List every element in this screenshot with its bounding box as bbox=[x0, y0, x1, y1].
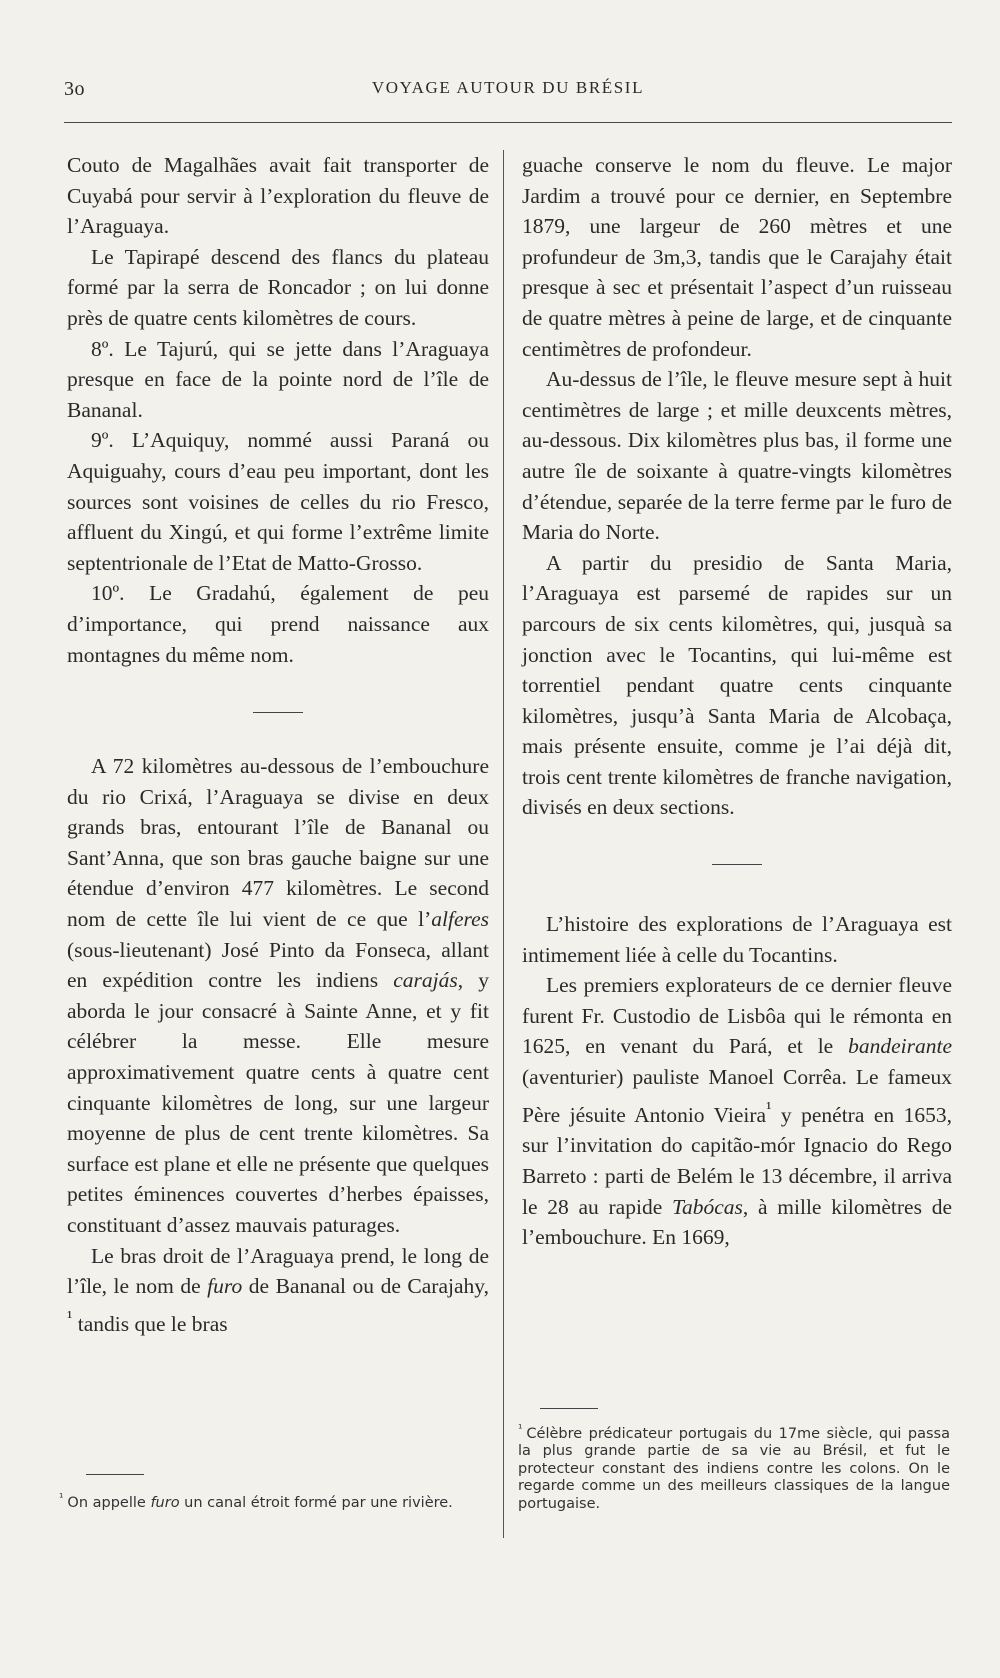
paragraph bbox=[522, 970, 952, 1253]
paragraph: Au-dessus de l’île, le fleuve mesure sept à huit centimètres de large ; et mille deuxcents mètres, au-dessous. Dix kilomètres plus bas, il forme une autre île de soixante à quatre-vingts kilomètres d’étendue, separée de la terre ferme par le furo de Maria do Norte. bbox=[522, 367, 952, 545]
paragraph: Le Tapirapé descend des flancs du plateau formé par la serra de Roncador ; on lui donne près de quatre cents kilomètres de cours. bbox=[67, 244, 489, 330]
running-title: VOYAGE AUTOUR DU BRÉSIL bbox=[371, 78, 645, 97]
paragraph: Couto de Magalhães avait fait transporter de Cuyabá pour servir à l’exploration du fleuve de l’Araguaya. bbox=[67, 153, 489, 239]
italic-term: furo bbox=[150, 1494, 180, 1511]
text-run: A 72 kilomètres au-dessous de l’embouchure du rio Crixá, l’Araguaya se divise en deux grands bras, entourant l’île de Bananal ou Sant’Anna, que son bras gauche baigne sur une étendue d’environ 477 kilomètres. Le second nom de cette île lui vient de ce que l’ bbox=[67, 754, 489, 932]
text-run: tandis que le bras bbox=[72, 1311, 228, 1336]
paragraph bbox=[67, 751, 489, 1241]
footnote-left bbox=[59, 1489, 491, 1512]
paragraph: L’histoire des explorations de l’Araguaya est intimement liée à celle du Tocantins. bbox=[522, 912, 952, 967]
italic-term: bandeirante bbox=[848, 1034, 952, 1059]
page-number: 3o bbox=[64, 78, 85, 100]
paragraph: 9º. L’Aquiquy, nommé aussi Paraná ou Aquiguahy, cours d’eau peu important, dont les sources sont voisines de celles du rio Fresco, affluent du Xingú, et qui forme l’extrême limite septentrionale de l’Etat de Matto-Grosso. bbox=[67, 428, 489, 575]
footnote-marker: ¹ bbox=[59, 1491, 64, 1504]
text-run: (sous-lieutenant) José Pinto da Fonseca, allant en expédition contre les indiens bbox=[67, 937, 489, 993]
italic-term: Tabócas bbox=[671, 1194, 743, 1219]
italic-term: alferes bbox=[431, 907, 489, 932]
section-separator bbox=[712, 864, 762, 865]
text-run: Les premiers explorateurs de ce dernier fleuve furent Fr. Custodio de Lisbôa qui le rémonta en 1625, en venant du Pará, et le bbox=[522, 973, 952, 1059]
footnote-rule bbox=[540, 1408, 598, 1409]
italic-term: furo bbox=[207, 1274, 243, 1299]
footnote-reference[interactable]: ¹ bbox=[766, 1097, 772, 1118]
footnote-reference[interactable]: ¹ bbox=[67, 1306, 73, 1327]
italic-term: carajás bbox=[393, 968, 458, 993]
page-header bbox=[64, 78, 952, 108]
footnote-rule bbox=[86, 1474, 144, 1475]
text-run: , à mille kilomètres de l’embouchure. En 1669, bbox=[522, 1194, 952, 1250]
paragraph: 10º. Le Gradahú, également de peu d’importance, qui prend naissance aux montagnes du même nom. bbox=[67, 581, 489, 667]
text-run: y penétra en 1653, sur l’invitation do capitão-mór Ignacio do Rego Barreto : parti de Belém le 13 décembre, il arriva le 28 au rapide bbox=[522, 1102, 952, 1219]
header-rule bbox=[64, 122, 952, 123]
footnote-text: Célèbre prédicateur portugais du 17me siècle, qui passa la plus grande partie de sa vie au Brésil, et fut le protecteur constant des indiens contre les colons. On le regarde comme un des meilleurs classiques de la langue portugaise. bbox=[518, 1425, 950, 1512]
text-run: , y aborda le jour consacré à Sainte Anne, et y fit célébrer la messe. Elle mesure approximativement quatre cents à quatre cent cinquante kilomètres de long, sur une largeur moyenne de plus de cent trente kilomètres. Sa surface est plane et elle ne présente que quelques petites éminences couvertes d’herbes épaisses, constituant d’assez mauvais paturages. bbox=[67, 968, 489, 1237]
paragraph: A partir du presidio de Santa Maria, l’Araguaya est parsemé de rapides sur un parcours de six cents kilomètres, qui, jusquà sa jonction avec le Tocantins, qui lui-même est torrentiel pendant quatre cents cinquante kilomètres, jusqu’à Santa Maria de Alcobaça, mais présente ensuite, comme je l’ai déjà dit, trois cent trente kilomètres de franche navigation, divisés en deux sections. bbox=[522, 550, 952, 820]
footnote-right bbox=[518, 1420, 950, 1513]
text-run: (aventurier) pauliste Manoel Corrêa. Le fameux Père jésuite Antonio Vieira bbox=[522, 1065, 952, 1127]
paragraph bbox=[67, 1241, 489, 1340]
paragraph: 8º. Le Tajurú, qui se jette dans l’Araguaya presque en face de la pointe nord de l’île de Bananal. bbox=[67, 336, 489, 422]
text-run: Le bras droit de l’Araguaya prend, le long de l’île, le nom de bbox=[67, 1243, 489, 1299]
footnote-marker: ¹ bbox=[518, 1422, 523, 1435]
section-separator bbox=[253, 712, 303, 713]
text-run: un canal étroit formé par une rivière. bbox=[179, 1494, 453, 1511]
text-run: On appelle bbox=[67, 1494, 151, 1511]
right-column bbox=[522, 150, 952, 1253]
text-run: de Bananal ou de Carajahy, bbox=[242, 1274, 490, 1299]
left-column bbox=[67, 150, 489, 1340]
column-divider bbox=[503, 150, 504, 1538]
paragraph: guache conserve le nom du fleuve. Le major Jardim a trouvé pour ce dernier, en Septembre 1879, une largeur de 260 mètres et une profundeur de 3m,3, tandis que le Carajahy était presque à sec et présentait l’aspect d’un ruisseau de quatre mètres à peine de large, et de cinquante centimètres de profondeur. bbox=[522, 153, 952, 361]
